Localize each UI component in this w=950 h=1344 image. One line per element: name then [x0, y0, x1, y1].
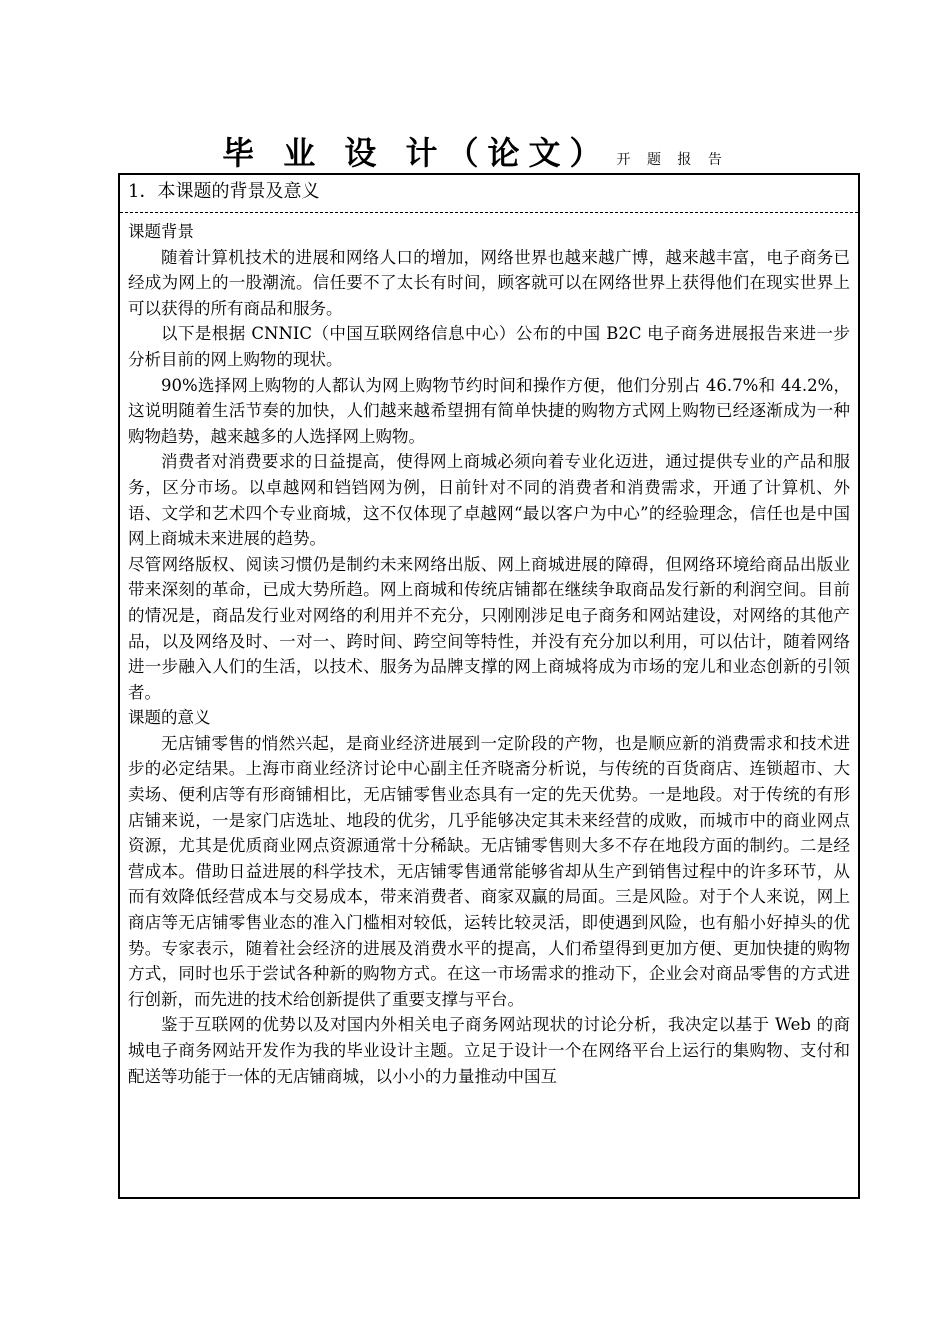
significance-label: 课题的意义: [128, 708, 211, 728]
document-title: [0, 128, 950, 174]
section-heading: 1．本课题的背景及意义: [120, 175, 858, 213]
background-label: 课题背景: [128, 222, 194, 241]
paragraph: 尽管网络版权、阅读习惯仍是制约未来网络出版、网上商城进展的障碍，但网络环境给商品出版业带来深刻的革命，已成大势所趋。网上商城和传统店铺都在继续争取商品发行新的利润空间。目前的情况是，商品发行业对网络的利用并不充分，只刚刚涉足电子商务和网站建设，对网络的其他产品，以及网络及时、一对一、跨时间、跨空间等特性，并没有充分加以利用，可以估计，随着网络进一步融入人们的生活，以技术、服务为品牌支撑的网上商城将成为市场的宠儿和业态创新的引领者。: [128, 554, 850, 702]
paragraph: 随着计算机技术的进展和网络人口的增加，网络世界也越来越广博，越来越丰富，电子商务已经成为网上的一股潮流。信任要不了太长有时间，顾客就可以在网络世界上获得他们在现实世界上可以获得的所有商品和服务。: [128, 247, 850, 318]
paragraph: 无店铺零售的悄然兴起，是商业经济进展到一定阶段的产物，也是顺应新的消费需求和技术进步的必定结果。上海市商业经济讨论中心副主任齐晓斋分析说，与传统的百货商店、连锁超市、大卖场、便利店等有形商铺相比，无店铺零售业态具有一定的先天优势。一是地段。对于传统的有形店铺来说，一是家门店选址、地段的优劣，几乎能够决定其未来经营的成败，而城市中的商业网点资源，尤其是优质商业网点资源通常十分稀缺。无店铺零售则大多不存在地段方面的制约。二是经营成本。借助日益进展的科学技术，无店铺零售通常能够省却从生产到销售过程中的许多环节，从而有效降低经营成本与交易成本，带来消费者、商家双赢的局面。三是风险。对于个人来说，网上商店等无店铺零售业态的准入门槛相对较低，运转比较灵活，即使遇到风险，也有船小好掉头的优势。专家表示，随着社会经济的进展及消费水平的提高，人们希望得到更加方便、更加快捷的购物方式，同时也乐于尝试各种新的购物方式。在这一市场需求的推动下，企业会对商品零售的方式进行创新，而先进的技术给创新提供了重要支撑与平台。: [128, 733, 850, 1009]
report-frame: [118, 173, 860, 1199]
paragraph: 消费者对消费要求的日益提高，使得网上商城必须向着专业化迈进，通过提供专业的产品和服务，区分市场。以卓越网和铛铛网为例，日前针对不同的消费者和消费需求，开通了计算机、外语、文学和艺术四个专业商城，这不仅体现了卓越网“最以客户为中心”的经验理念，信任也是中国网上商城未来进展的趋势。: [128, 452, 850, 549]
section-content: [120, 213, 858, 1089]
paragraph: 以下是根据 CNNIC（中国互联网络信息中心）公布的中国 B2C 电子商务进展报告来进一步分析目前的网上购物的现状。: [128, 324, 850, 369]
paragraph: 鉴于互联网的优势以及对国内外相关电子商务网站现状的讨论分析，我决定以基于 Web 的商城电子商务网站开发作为我的毕业设计主题。立足于设计一个在网络平台上运行的集购物、支付和配送等功能于一体的无店铺商城，以小小的力量推动中国互: [128, 1015, 850, 1086]
title-sub: 开 题 报 告: [616, 152, 728, 168]
title-main: 毕 业 设 计（论文）: [222, 134, 611, 172]
paragraph: 90%选择网上购物的人都认为网上购物节约时间和操作方便，他们分别占 46.7%和 44.2%，这说明随着生活节奏的加快，人们越来越希望拥有简单快捷的购物方式网上购物已经逐渐成为一种购物趋势，越来越多的人选择网上购物。: [128, 375, 850, 446]
